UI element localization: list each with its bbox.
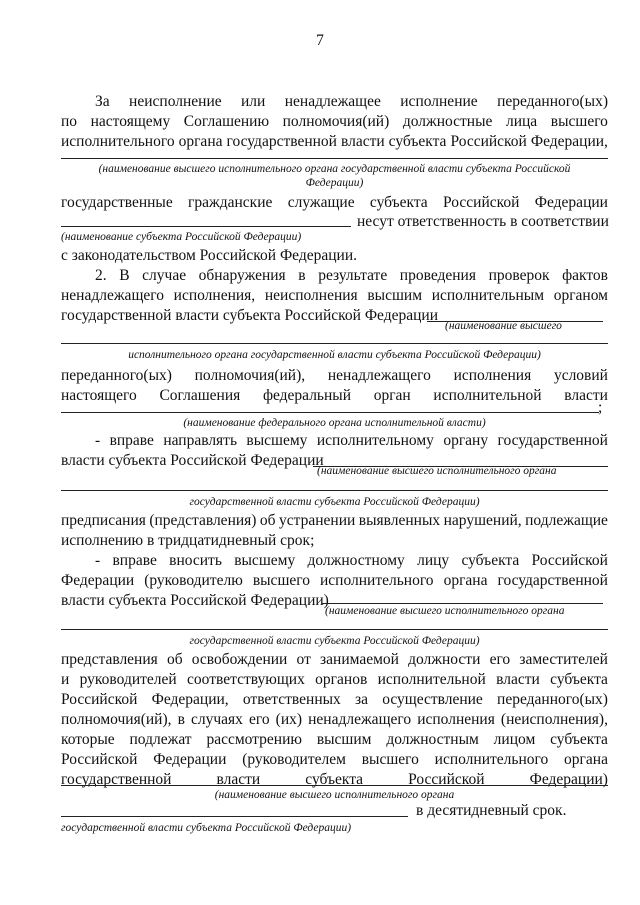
word: государственной bbox=[61, 771, 172, 788]
word: вправе bbox=[112, 552, 157, 569]
word: высшим bbox=[316, 731, 372, 748]
b1-line-2: власти субъекта Российской Федерации bbox=[61, 452, 324, 469]
word: власти bbox=[496, 671, 540, 688]
word: Соглашения bbox=[159, 387, 241, 404]
word: вносить bbox=[169, 552, 222, 569]
word: Федерации, bbox=[151, 691, 229, 708]
b2-line-8 bbox=[61, 730, 608, 750]
caption: государственной власти субъекта Российской Федерации) bbox=[189, 496, 480, 508]
word: устранении bbox=[279, 512, 356, 529]
word: ненадлежащего bbox=[308, 711, 412, 728]
word: выявленных bbox=[358, 512, 441, 529]
word: высшего bbox=[252, 572, 310, 589]
word: исполнительного bbox=[319, 572, 434, 589]
word: его bbox=[248, 711, 270, 728]
word: исполнения bbox=[453, 367, 532, 384]
word: субъекта bbox=[369, 194, 428, 211]
word: полномочия(ий), bbox=[61, 711, 172, 728]
word: В bbox=[119, 267, 130, 284]
word: государственные bbox=[61, 194, 173, 211]
word: Российской bbox=[61, 751, 138, 768]
word: Федерации bbox=[61, 572, 135, 589]
word: соответствующих bbox=[187, 671, 305, 688]
word: исполнительной bbox=[433, 387, 542, 404]
caption: (наименование субъекта Российской Федерации) bbox=[61, 231, 302, 243]
p2-line-2 bbox=[61, 286, 608, 306]
word: Соглашению bbox=[183, 113, 270, 130]
word: настоящего bbox=[61, 387, 137, 404]
word: должностному bbox=[307, 552, 405, 569]
word: должностным bbox=[386, 731, 479, 748]
word: и bbox=[61, 671, 70, 688]
word: исполнительного bbox=[434, 751, 549, 768]
p1-line-2 bbox=[61, 112, 608, 132]
b2-line-11: в десятидневный срок. bbox=[416, 802, 567, 819]
word: Федерации bbox=[534, 194, 608, 211]
word: должности bbox=[408, 651, 481, 668]
word: случае bbox=[142, 267, 187, 284]
word: исполнительному bbox=[316, 432, 434, 449]
caption: (наименование высшего исполнительного органа bbox=[325, 605, 565, 617]
word: власти bbox=[216, 771, 261, 788]
b2-line-3: власти субъекта Российской Федерации) bbox=[61, 592, 329, 609]
word: (их) bbox=[275, 711, 303, 728]
blank-line bbox=[61, 158, 608, 159]
word: или bbox=[241, 93, 266, 110]
caption: исполнительного органа государственной власти субъекта Российской Федерации) bbox=[128, 349, 541, 361]
word: условий bbox=[553, 367, 608, 384]
word: субъекта bbox=[305, 771, 364, 788]
word: государственной bbox=[497, 572, 608, 589]
word: обнаружения bbox=[198, 267, 286, 284]
b2-line-7 bbox=[61, 710, 608, 730]
word: переданного(ых) bbox=[61, 367, 172, 384]
word: субъекта bbox=[388, 133, 447, 150]
word: занимаемой bbox=[320, 651, 399, 668]
page-number: 7 bbox=[316, 32, 324, 49]
b1-line-1 bbox=[95, 431, 608, 451]
word: представления bbox=[61, 651, 158, 668]
word: настоящему bbox=[90, 113, 171, 130]
word: за bbox=[354, 691, 368, 708]
b2-line-6 bbox=[61, 690, 608, 710]
word: Российской bbox=[408, 771, 485, 788]
word: субъекта bbox=[550, 671, 608, 688]
word: исполнения bbox=[417, 711, 495, 728]
word: государственной bbox=[226, 133, 337, 150]
word: ненадлежащего bbox=[327, 367, 431, 384]
p2-line-1 bbox=[95, 266, 608, 286]
word: высшему bbox=[246, 432, 308, 449]
word: рассмотрению bbox=[206, 731, 302, 748]
word: лицу bbox=[417, 552, 450, 569]
word: должностные bbox=[402, 113, 493, 130]
p1-line-5: несут ответственность в соответствии bbox=[357, 213, 609, 230]
caption: (наименование высшего исполнительного органа государственной власти субъекта Российской bbox=[98, 163, 571, 175]
word: субъекта bbox=[461, 552, 520, 569]
caption: (наименование федерального органа исполнительной власти) bbox=[183, 417, 486, 429]
word: - bbox=[95, 552, 101, 569]
word: Федерации bbox=[153, 751, 227, 768]
word: гражданские bbox=[188, 194, 273, 211]
p2-line-3: государственной власти субъекта Российской Федерации bbox=[61, 307, 439, 324]
p1-line-3 bbox=[61, 132, 608, 152]
blank-line bbox=[61, 490, 608, 491]
word: об bbox=[166, 651, 183, 668]
b2-line-10 bbox=[61, 770, 608, 790]
b2-line-2 bbox=[61, 571, 608, 591]
word: За bbox=[95, 93, 110, 110]
p1-line-4 bbox=[61, 193, 608, 213]
word: служащие bbox=[287, 194, 355, 211]
word: случаях bbox=[190, 711, 243, 728]
word: подлежащие bbox=[525, 512, 608, 529]
b2-line-5 bbox=[61, 670, 608, 690]
word: по bbox=[61, 113, 78, 130]
word: направлять bbox=[163, 432, 238, 449]
word: подлежат bbox=[129, 731, 192, 748]
word: Российской bbox=[531, 552, 608, 569]
word: неисполнения bbox=[264, 287, 358, 304]
word: ненадлежащее bbox=[284, 93, 381, 110]
word: ответственных bbox=[242, 691, 341, 708]
word: исполнения, bbox=[173, 287, 256, 304]
blank-line bbox=[61, 343, 608, 344]
word: исполнительной bbox=[377, 671, 486, 688]
word: органа bbox=[178, 133, 223, 150]
word: ненадлежащего bbox=[61, 287, 164, 304]
p1-line-6: с законодательством Российской Федерации. bbox=[61, 247, 358, 264]
word: высшему bbox=[234, 552, 296, 569]
word: органу bbox=[443, 432, 489, 449]
word: вправе bbox=[109, 432, 154, 449]
word: исполнительного bbox=[61, 133, 175, 150]
word: лица bbox=[505, 113, 538, 130]
word: от bbox=[296, 651, 311, 668]
word: высшего bbox=[361, 751, 419, 768]
word: субъекта bbox=[550, 731, 608, 748]
word: федеральный bbox=[262, 387, 351, 404]
p1-line-1 bbox=[95, 92, 608, 112]
word: в bbox=[298, 267, 306, 284]
blank-line bbox=[61, 816, 408, 817]
word: органа bbox=[564, 751, 608, 768]
word: которые bbox=[61, 731, 115, 748]
b1-line-4: исполнению в тридцатидневный срок; bbox=[61, 532, 315, 549]
word: исполнение bbox=[400, 93, 478, 110]
word: освобождении bbox=[191, 651, 288, 668]
word: высшего bbox=[550, 113, 608, 130]
word: фактов bbox=[562, 267, 608, 284]
word: проведения bbox=[399, 267, 476, 284]
word: предписания bbox=[61, 512, 146, 529]
blank-line bbox=[61, 412, 599, 413]
word: переданного(ых) bbox=[497, 691, 608, 708]
word: Российской bbox=[450, 133, 527, 150]
caption: (наименование высшего исполнительного органа bbox=[214, 789, 455, 801]
caption: (наименование высшего bbox=[445, 320, 562, 332]
word: руководителей bbox=[79, 671, 177, 688]
word: органов bbox=[315, 671, 368, 688]
word: Федерации) bbox=[529, 771, 608, 788]
word: орган bbox=[373, 387, 411, 404]
blank-line bbox=[61, 629, 608, 630]
b2-line-9 bbox=[61, 750, 608, 770]
b2-line-4 bbox=[61, 650, 608, 670]
word: (неисполнения), bbox=[500, 711, 608, 728]
caption: Федерации) bbox=[305, 177, 364, 189]
word: об bbox=[259, 512, 276, 529]
p2-line-5 bbox=[61, 386, 608, 406]
word: результате bbox=[318, 267, 388, 284]
word: полномочия(ий) bbox=[282, 113, 390, 130]
caption: государственной власти субъекта Российской Федерации) bbox=[189, 635, 480, 647]
blank-line bbox=[61, 226, 351, 227]
word: - bbox=[95, 432, 101, 449]
b2-line-1 bbox=[95, 551, 608, 571]
word: его bbox=[489, 651, 511, 668]
word: полномочия(ий), bbox=[194, 367, 306, 384]
word: (представления) bbox=[149, 512, 257, 529]
word: (руководителю bbox=[144, 572, 243, 589]
word: в bbox=[177, 711, 185, 728]
word: власти bbox=[340, 133, 385, 150]
word: проверок bbox=[488, 267, 550, 284]
word: исполнительным bbox=[431, 287, 545, 304]
word: органа bbox=[443, 572, 488, 589]
b1-line-3 bbox=[61, 511, 608, 531]
word: 2. bbox=[95, 267, 107, 284]
word: Российской bbox=[443, 194, 520, 211]
word: переданного(ых) bbox=[497, 93, 608, 110]
blank-line bbox=[61, 785, 608, 786]
word: (руководителем bbox=[242, 751, 346, 768]
p2-line-4 bbox=[61, 366, 608, 386]
word: Российской bbox=[61, 691, 138, 708]
word: власти bbox=[564, 387, 608, 404]
word: высшим bbox=[367, 287, 423, 304]
word: государственной bbox=[497, 432, 608, 449]
caption: государственной власти субъекта Российской Федерации) bbox=[61, 822, 352, 834]
word: нарушений, bbox=[443, 512, 522, 529]
caption: (наименование высшего исполнительного органа bbox=[317, 465, 557, 477]
p2-line-6-end: ; bbox=[598, 399, 603, 416]
word: органом bbox=[553, 287, 608, 304]
word: заместителей bbox=[519, 651, 608, 668]
word: Федерации, bbox=[530, 133, 608, 150]
word: неисполнение bbox=[129, 93, 222, 110]
word: осуществление bbox=[382, 691, 483, 708]
word: лицом bbox=[493, 731, 536, 748]
